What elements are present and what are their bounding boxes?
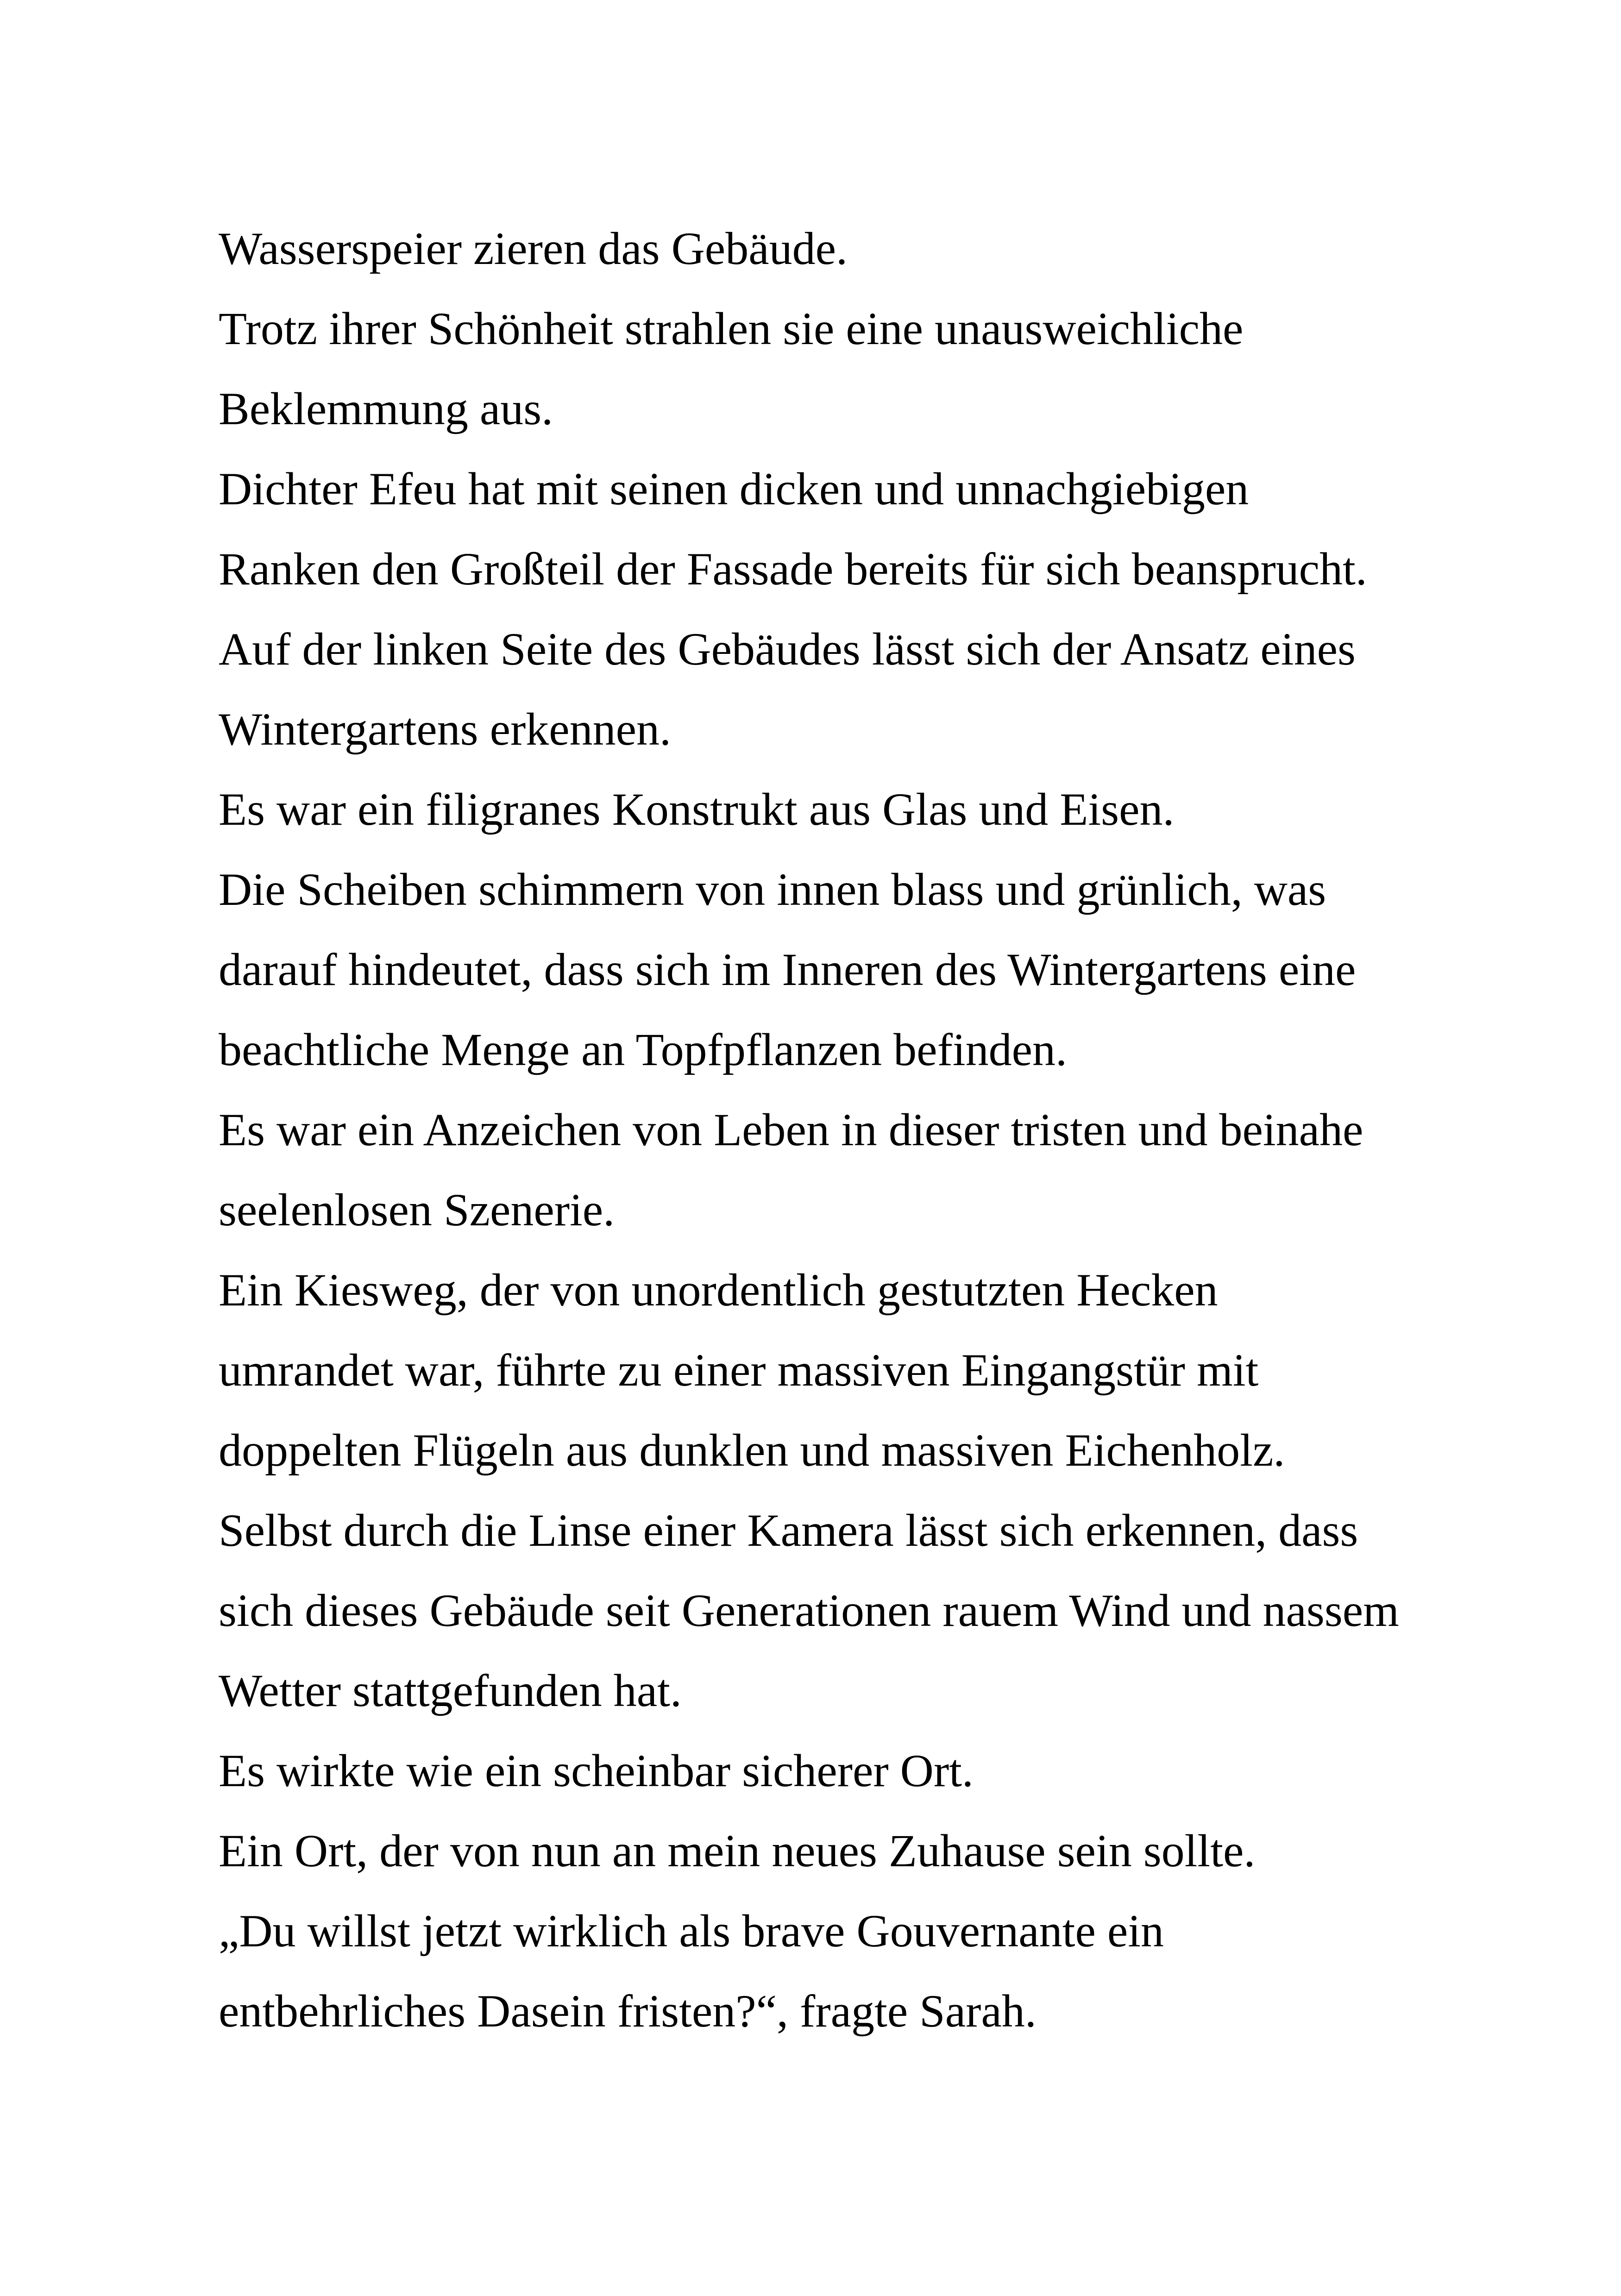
text-line: Beklemmung aus. <box>219 383 553 434</box>
text-line: beachtliche Menge an Topfpflanzen befinden. <box>219 1024 1068 1075</box>
text-line: Selbst durch die Linse einer Kamera lässt sich erkennen, dass <box>219 1505 1358 1556</box>
text-line: Ranken den Großteil der Fassade bereits für sich beansprucht. <box>219 543 1367 595</box>
text-line: Es war ein Anzeichen von Leben in dieser tristen und beinahe <box>219 1104 1363 1155</box>
text-line: Trotz ihrer Schönheit strahlen sie eine unausweichliche <box>219 303 1244 354</box>
text-line: Es wirkte wie ein scheinbar sicherer Ort. <box>219 1745 974 1796</box>
text-line: Dichter Efeu hat mit seinen dicken und unnachgiebigen <box>219 463 1249 514</box>
text-line: darauf hindeutet, dass sich im Inneren des Wintergartens eine <box>219 944 1356 995</box>
text-line: Ein Ort, der von nun an mein neues Zuhause sein sollte. <box>219 1825 1256 1876</box>
text-line: entbehrliches Dasein fristen?“, fragte Sarah. <box>219 1985 1037 2037</box>
text-line: „Du willst jetzt wirklich als brave Gouvernante ein <box>219 1905 1164 1957</box>
text-line: Auf der linken Seite des Gebäudes lässt sich der Ansatz eines <box>219 623 1356 675</box>
text-line: seelenlosen Szenerie. <box>219 1184 615 1236</box>
text-line: Die Scheiben schimmern von innen blass und grünlich, was <box>219 864 1326 915</box>
text-line: Es war ein filigranes Konstrukt aus Glas und Eisen. <box>219 784 1175 835</box>
text-line: Ein Kiesweg, der von unordentlich gestutzten Hecken <box>219 1264 1218 1316</box>
text-line: doppelten Flügeln aus dunklen und massiven Eichenholz. <box>219 1424 1285 1476</box>
text-line: Wintergartens erkennen. <box>219 703 672 755</box>
text-line: Wasserspeier zieren das Gebäude. <box>219 223 848 274</box>
text-line: sich dieses Gebäude seit Generationen rauem Wind und nassem <box>219 1585 1399 1636</box>
text-line: Wetter stattgefunden hat. <box>219 1665 682 1716</box>
text-line: umrandet war, führte zu einer massiven Eingangstür mit <box>219 1344 1259 1396</box>
body-text <box>219 214 1539 2057</box>
